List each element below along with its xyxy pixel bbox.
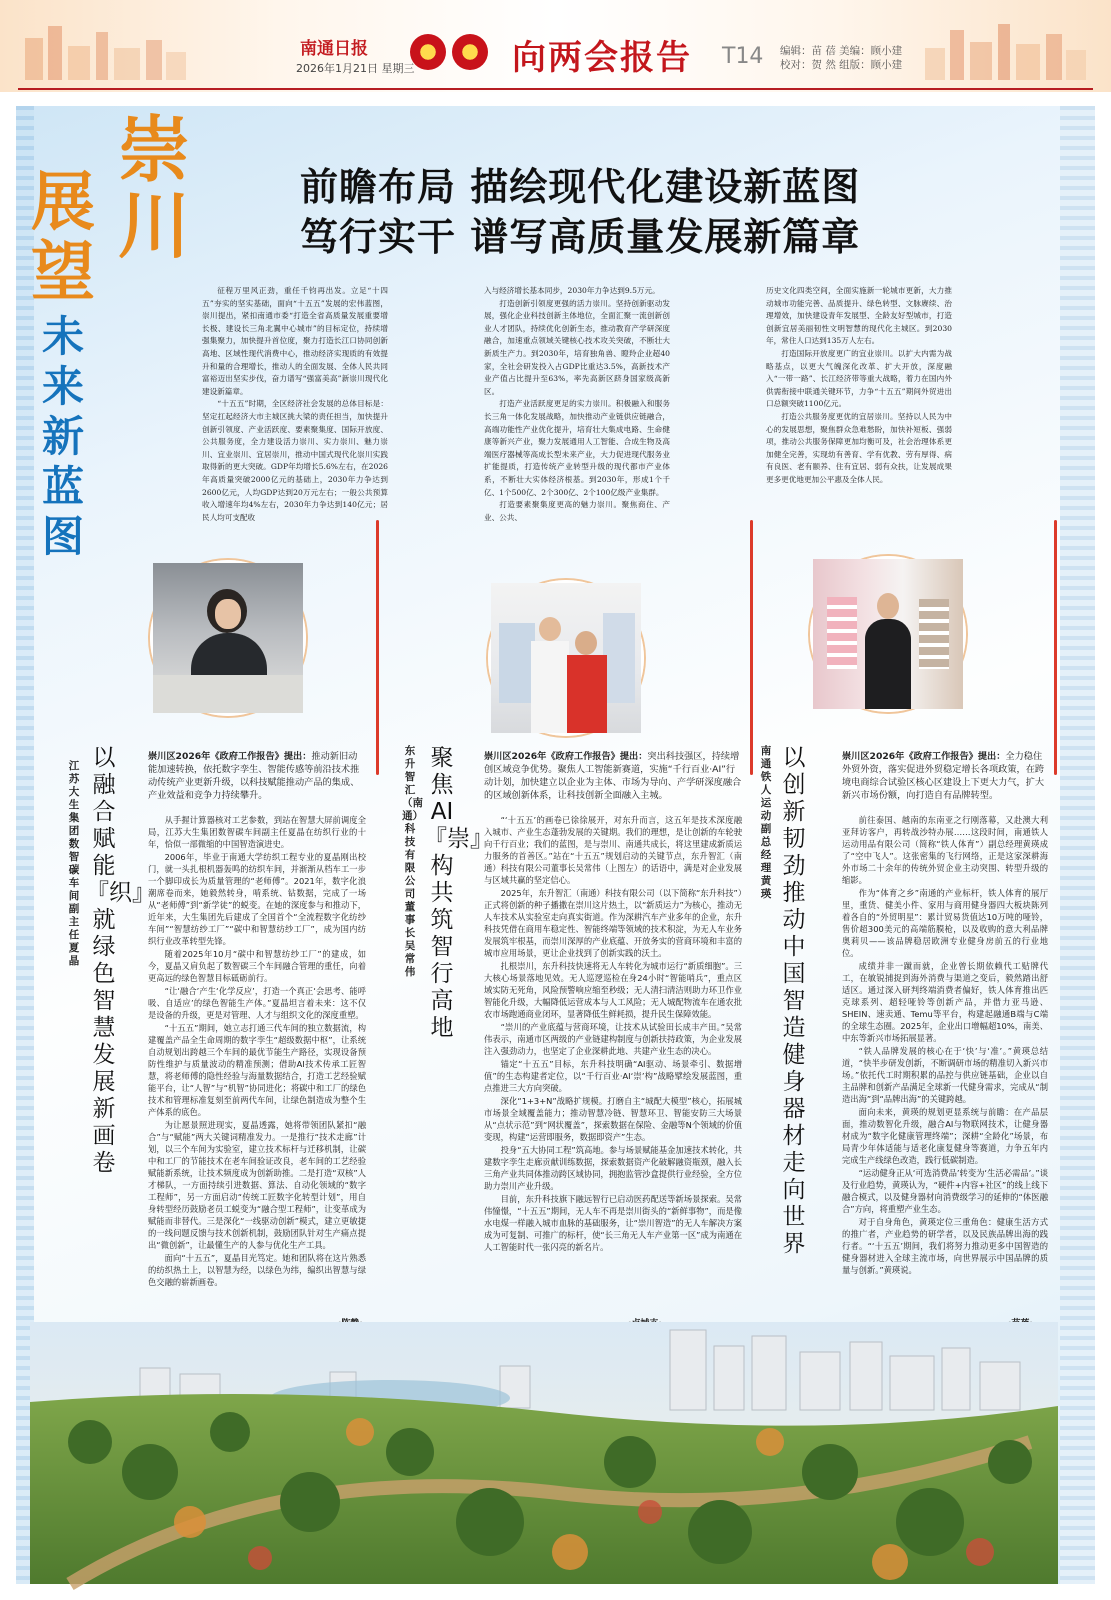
headline-line1: 前瞻布局 描绘现代化建设新蓝图 xyxy=(300,165,861,209)
region-title: 崇川 xyxy=(117,107,190,268)
section-divider-arc xyxy=(1054,520,1057,775)
skyline-left-illustration xyxy=(20,18,190,80)
report-label: 崇川区2026年《政府工作报告》提出： xyxy=(842,751,1006,762)
story-1-lead xyxy=(148,750,366,810)
intro-paragraph: 征程万里风正劲，重任千钧再出发。立足“十四五”夯实的坚实基础，面向“十五五”发展的宏伟蓝图，崇川提出，紧扣南通市委“打造全省高质量发展重要增长极、建设长三角北翼中心城市”的目标定位，持续增强集聚力，加快提升首位度，聚力打造长江口协同创新高地、区域性现代消费中心，推动经济实现质的有效提升和量的合理增长，推动人的全面发展、全体人民共同富裕迈出坚实步伐，奋力谱写“强富美高”新崇川现代化建设新篇章。 xyxy=(202,286,388,396)
story-paragraph: 对于自身角色，黄瑛定位三重角色：健康生活方式的推广者，产业趋势的研学者，以及民族品牌出海的践行者。“‘十五五’期间，我们将努力推动更多中国智造的健身器材进入全球主流市场，向世界展示中国品牌的质量与创新。”黄瑛说。 xyxy=(842,1217,1048,1275)
story-paragraph: “崇川的产业底蕴与营商环境，让技术从试验田长成丰产田。”吴常伟表示，南通市区两级的产业链建构制度与创新扶持政策，为企业发展注入强劲动力，也坚定了企业深耕此地、共建产业生态的决心。 xyxy=(484,1022,742,1056)
story-2-title: 聚焦AI『崇』构 共筑智行高地 xyxy=(424,745,493,1041)
story-3-lead xyxy=(842,750,1048,810)
headline-line2: 笃行实干 谱写高质量发展新篇章 xyxy=(300,215,861,259)
story-paragraph: 面向未来，黄瑛的规划更显系统与前瞻：在产品层面，推动数智化升级，融合AI与物联网技术，让健身器材成为“数字化健康管理终端”；深耕“全龄化”场景，布局青少年体适能与适老化康复健身等赛道，力争五年内完成生产线绿色改造，践行低碳制造。 xyxy=(842,1107,1048,1165)
story-1-subtitle: 江苏大生集团数智碳车间副主任夏晶 xyxy=(68,760,80,967)
editor-credits-line2: 校对：贺 然 组版：顾小建 xyxy=(780,59,903,71)
newspaper-logo: 南通日报 xyxy=(300,39,368,59)
story-paragraph: 随着2025年10月“碳中和智慧纺纱工厂”的建成，如今，夏晶又肩负起了数智碳三个车间融合管理的重任，向着更高远的绿色智慧目标砥砺前行。 xyxy=(148,949,366,983)
issue-date: 2026年1月21日 星期三 xyxy=(296,62,415,75)
story-3-subtitle: 南通铁人运动副总经理黄瑛 xyxy=(760,745,772,900)
city-park-aerial-photo xyxy=(30,1322,1058,1584)
story-paragraph: 前往泰国、越南的东南亚之行刚落幕，又赴澳大利亚拜访客户，再转战沙特办展……这段时间，南通铁人运动用品有限公司（简称“铁人体育”）副总经理黄瑛成了“空中飞人”。这张密集的飞行网络，正是这家深耕海外市场二十余年的传统外贸企业主动突围、转型升级的缩影。 xyxy=(842,815,1048,885)
story-paragraph: 2006年，毕业于南通大学纺织工程专业的夏晶刚出校门，就一头扎根机器轰鸣的纺织车间，并渐渐从档车工一步一个脚印成长为质量管理的“老师傅”。2021年，数字化浪潮席卷而来，她毅然转身，啃系统、钻数据，完成了一场从“老师傅”到“新学徒”的蜕变。在她的深度参与和推动下，近年来，大生集团先后建成了全国首个“全流程数字化纺纱车间”“智慧纺纱工厂”“碳中和智慧纺纱工厂”，成为国内纺织行业改革转型先锋。 xyxy=(148,852,366,946)
story-paragraph: 投身“五大协同工程”筑高地。参与场景赋能基金加速技术转化，共建数字孪生走廊贡献训练数据，探索数据资产化破解融资瓶颈，融入长三角产业共同体推动跨区域协同，拥抱监管沙盒提供行业经验，全方位助力崇川产业升级。 xyxy=(484,1145,742,1191)
story-paragraph: 面向“十五五”，夏晶目光笃定。她和团队将在这片熟悉的纺织热土上，以智慧为经，以绿色为纬，编织出智慧与绿色交融的崭新画卷。 xyxy=(148,1253,366,1287)
story-3-title: 以创新韧劲 推动中国智造健身器材走向世界 xyxy=(782,745,806,1257)
intro-paragraph: 打造要素聚集度更高的魅力崇川。聚焦商住、产业、公共、 xyxy=(484,500,670,522)
story-2-body xyxy=(484,814,742,1324)
intro-paragraph: 打造创新引领度更强的活力崇川。坚持创新驱动发展，强化企业科技创新主体地位，全面汇聚一流创新创业人才团队，持续优化创新生态，推动教育产学研深度融合，加速重点领域关键核心技术攻关突破，不断壮大新质生产力。到2030年，培育独角兽、瞪羚企业超40家，全社会研发投入占GDP比重达3.5%，高新技术产业产值占比提升至63%，率先高新区跻身国家级高新区。 xyxy=(484,298,670,396)
panel-right-pattern xyxy=(1060,106,1095,1584)
story-paragraph: 为让愿景照进现实，夏晶透露，她将带领团队紧扣“融合”与“赋能”两大关键词精准发力。一是推行“技术走廊”计划，以三个车间为实验室，建立技术标杆与迁移机制，让碳中和工厂的节能技术在老车间验证改良，老车间的工艺经验赋能新系统，让技术频度成为创新助推。二是打造“双核”人才梯队，一方面持续引进数据、算法、自动化领域的“数字工程师”，另一方面启动“传统工匠数字化转型计划”，用自身转型经历鼓励老员工蜕变为“融合型工程师”，让变革成为赋能而非替代。三是深化“一线驱动创新”模式，建立更敏捷的一线问题反馈与技术创新机制，鼓励团队针对生产痛点提出“微创新”，让最懂生产的人参与优化生产工具。 xyxy=(148,1120,366,1250)
story-1-title: 以融合赋能 『织』就绿色智慧发展新画卷 xyxy=(86,745,155,1176)
page-number: T14 xyxy=(722,44,764,69)
report-quote: 突出科技强区，持续增创区域竞争优势。聚焦人工智能新赛道，实施“千行百业·AI”行动计划，加快建立以企业为主体、市场为导向、产学研深度融合的区域创新体系，让科技创新全面融入主城。 xyxy=(484,751,742,801)
section-divider-arc xyxy=(376,520,379,775)
story-paragraph: “让‘融合’产生‘化学反应’，打造一个真正‘会思考、能呼吸、自适应’的绿色智能生产体。”夏晶坦言着未来：这不仅是设备的升级，更是对管理、人才与组织文化的深度重塑。 xyxy=(148,986,366,1020)
story-paragraph: “‘十五五’的画卷已徐徐展开，对东升而言，这五年是技术深度融入城市、产业生态蓬勃发展的关键期。我们的理想，是让创新的车轮驶向千行百业；我们的蓝图，是与崇川、南通共成长，将这里建成新质运力服务的首善区。”站在“十五五”规划启动的关键节点，东升智汇（南通）科技有限公司董事长吴常伟（上图左）的话语中，满是对企业发展与区域共赢的坚定信心。 xyxy=(484,815,742,885)
feature-subtitle: 未来新蓝图 xyxy=(41,312,84,561)
story-paragraph: 从手握计算器核对工艺参数，到站在智慧大屏前调度全局，江苏大生集团数智碳车间副主任夏晶在纺织行业的十年，恰似一部微缩的中国智造演进史。 xyxy=(148,815,366,849)
story-paragraph: 锚定“十五五”目标，东升科技明确“AI驱动、场景牵引、数据增值”的生态构建者定位，以“千行百业·AI‘崇’构”战略擘绘发展蓝图，重点推进三大方向突破。 xyxy=(484,1059,742,1093)
feature-title: 展望 xyxy=(31,165,95,310)
report-quote: 全力稳住外贸外资，落实促进外贸稳定增长各项政策，在跨境电商综合试验区核心区建设上下更大力气，扩大新兴市场份额，向打造自有品牌转型。 xyxy=(842,751,1045,801)
intro-paragraph: 入与经济增长基本同步，2030年力争达到9.5万元。 xyxy=(484,286,660,295)
story-paragraph: 作为“体育之乡”南通的产业标杆，铁人体育的展厅里，重货、健美小件、家用与商用健身器四大板块陈列着各自的“外贸明星”：累计贸易货值达10万吨的哑铃，售价超300美元的高端筋膜枪，以及收购的意大利品牌奥莉贝——该品牌稳居欧洲专业健身房前五的行业地位。 xyxy=(842,888,1048,958)
story-paragraph: 扎根崇川，东升科技快速将无人车转化为城市运行“新质细胞”。三大核心场景落地见效。无人巡逻巡检在身24小时“智能哨兵”，重点区域实防无死角，风险预警响应缩至秒级；无人清扫清洁则助力环卫作业智能化升级，大幅降低运营成本与人工风险；无人城配物流车在通农批农市场跑通商业闭环，显著降低生鲜耗损，提升民生保障效能。 xyxy=(484,961,742,1019)
story-paragraph: 成绩并非一蹴而就，企业曾长期依赖代工贴牌代工，在敏锐捕捉到海外消费与渠道之变后，毅然踏出舒适区。通过深入研判终端消费者偏好，铁人体育推出匹克球系列、超轻哑铃等创新产品，并借力亚马逊、SHEIN、速卖通、Temu等平台，构建起融通B端与C端的全球生态圈。2025年，企业出口增幅超10%，南美、中东等新兴市场拓展显著。 xyxy=(842,961,1048,1043)
national-emblem-icon xyxy=(410,34,446,70)
intro-paragraph: 历史文化四类空间，全面实施新一轮城市更新，大力推动城市功能完善、品质提升、绿色转型、文脉赓续、治理增效，加快建设青年发展型、全龄友好型城市，打造创新宜居美丽韧性文明智慧的现代化主城区。到2030年，常住人口达到135万人左右。 xyxy=(766,286,952,346)
story-paragraph: 2025年，东升智汇（南通）科技有限公司（以下简称“东升科技”）正式将创新的种子播撒在崇川这片热土，以“新质运力”为核心，推动无人车技术从实验室走向真实街道。作为深耕汽车产业多年的企业，东升科技凭借在商用车稳定性、智能终端等领域的技术积淀，为无人车业务发展筑牢根基，而崇川深厚的产业底蕴、开放务实的营商环境和丰富的城市应用场景，更让企业找到了创新实践的沃土。 xyxy=(484,888,742,958)
intro-column-3 xyxy=(766,285,952,497)
editor-credits xyxy=(780,44,902,72)
intro-paragraph: “十五五”时期，全区经济社会发展的总体目标是：坚定扛起经济大市主城区挑大梁的责任担当，加快提升创新引领度、产业活跃度、要素聚集度、国际开放度、公共服务度，全力建设活力崇川、实力崇川、魅力崇川、宜业崇川、宜居崇川，推动中国式现代化崇川实践取得新的更大突破。GDP年均增长5.6%左右，在2026年高质量突破2000亿元的基础上，2030年力争达到2600亿元，人均GDP达到20万元左右；一般公共预算收入增速年均4%左右，2030年力争达到140亿元；居民人均可支配收 xyxy=(202,399,388,522)
story-2-subtitle: 东升智汇（南通）科技有限公司董事长吴常伟 xyxy=(402,745,423,978)
story-paragraph: 深化“1+3+N”战略扩规模。打磨自主“城配大模型”核心，拓展城市场景全域覆盖能力；推动智慧冷链、智慧环卫、智能安防三大场景从“点状示范”到“网状覆盖”，探索数据在保险、金融等N个领域的价值变现，构建“运营即服务，数据即资产”生态。 xyxy=(484,1096,742,1142)
intro-paragraph: 打造国际开放度更广的宜业崇川。以扩大内需为战略基点，以更大气魄深化改革、扩大开放，深度融入“一带一路”、长江经济带等重大战略，着力在国内外供需衔接中联通关键环节，力争“十五五”期间外贸进出口总额突破1100亿元。 xyxy=(766,348,952,409)
intro-column-2 xyxy=(484,285,670,522)
story-paragraph: “运动健身正从‘可选消费品’转变为‘生活必需品’。”谈及行业趋势，黄瑛认为，“硬件+内容+社区”的线上线下融合模式，以及健身器材向消费级学习的延伸的“体医融合”方向，将重塑产业生态。 xyxy=(842,1168,1048,1214)
section-divider-arc xyxy=(750,520,753,775)
story-paragraph: “十五五”期间，她立志打通三代车间的独立数据流，构建覆盖产品全生命周期的数字孪生“超级数据中枢”，让系统自动规划出跨越三个车间的最优节能生产路径，实现设备预防性维护与质量波动的精准预测；借助AI技术传承工匠智慧，将老师傅的隐性经验与海量数据结合，打造工艺经验赋能平台，让“人智”与“机智”协同进化；将碳中和工厂的绿色技术和管理标准复刻至前两代车间，让绿色制造成为整个生产体系的底色。 xyxy=(148,1023,366,1117)
story-paragraph: “铁人品牌发展的核心在于‘快’与‘准’。”黄瑛总结道，“快半步研发创新，不断调研市场的精准切入新兴市场。”依托代工时期积累的品控与供应链基础，企业以自主品牌和创新产品满足全球新一代健身需求，完成从“制造出海”到“品牌出海”的关键跨越。 xyxy=(842,1046,1048,1104)
editor-credits-line1: 编辑：苗 蓓 美编：顾小建 xyxy=(780,45,903,57)
story-1-body xyxy=(148,814,366,1324)
portrait-photo-wu-changwei xyxy=(488,580,644,736)
intro-paragraph: 打造公共服务度更优的宜居崇川。坚持以人民为中心的发展思想，聚焦群众急难愁盼，加快补短板、强弱项，推动公共服务保障更加均衡可及，社会治理体系更加健全完善，实现幼有善育、学有优教、劳有厚得、病有良医、老有颐养、住有宜居、弱有众扶，让发展成果更多更优地更加公平惠及全体人民。 xyxy=(766,411,952,484)
main-headline xyxy=(300,162,1000,262)
section-banner: 向两会报告 xyxy=(512,38,692,78)
masthead-rule xyxy=(18,88,1093,90)
portrait-photo-huang-ying xyxy=(810,556,966,712)
report-label: 崇川区2026年《政府工作报告》提出： xyxy=(148,751,312,762)
story-2-lead xyxy=(484,750,742,810)
story-paragraph: 目前，东升科技旗下融远智行已启动医药配送等新场景探索。吴常伟憧憬，“十五五”期间，无人车不再是崇川街头的“新鲜事物”，而是像水电煤一样融入城市血脉的基础服务，让“崇川智造”的无人车解决方案成为可复制、可推广的标杆，使“长三角无人车产业第一区”成为南通在人工智能时代一张闪亮的新名片。 xyxy=(484,1194,742,1252)
intro-paragraph: 打造产业活跃度更足的实力崇川。积极融入和服务长三角一体化发展战略，加快推动产业链供应链融合，高端功能性产业优化提升，培育壮大集成电路、生命健康等新兴产业，聚力发展通用人工智能、合成生物及高端医疗器械等高成长型未来产业，大力促进现代服务业扩能提质，打造传统产业转型升级的现代都市产业体系，不断壮大实体经济根基。到2030年，形成1个千亿、1个500亿、2个300亿、2个100亿级产业集群。 xyxy=(484,399,670,497)
portrait-photo-xia-jing xyxy=(150,560,306,716)
report-quote: 推动新旧动能加速转换，依托数字孪生、智能传感等前沿技术推动传统产业更新升级，以科技赋能推动产品的集成、产业效益和竞争力持续攀升。 xyxy=(148,751,360,801)
report-label: 崇川区2026年《政府工作报告》提出： xyxy=(484,751,648,762)
story-3-body xyxy=(842,814,1048,1324)
skyline-right-illustration xyxy=(920,18,1090,80)
cppcc-emblem-icon xyxy=(452,34,488,70)
masthead xyxy=(0,0,1111,92)
intro-column-1 xyxy=(202,285,388,522)
